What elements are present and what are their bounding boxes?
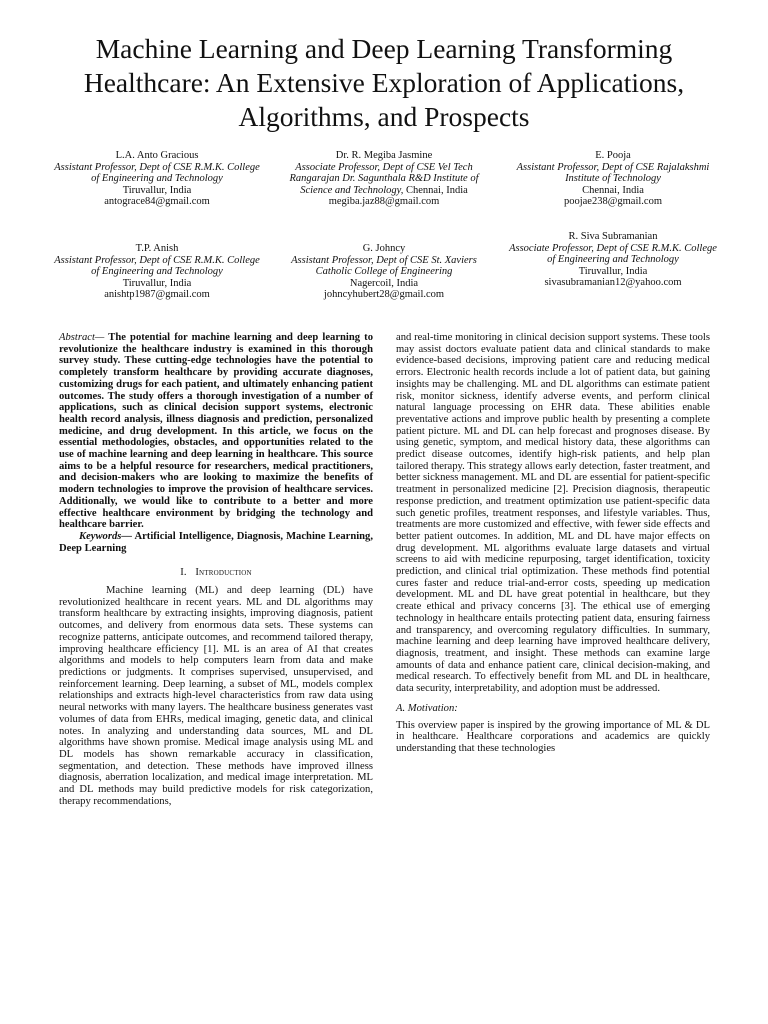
section-number: I. [180,567,187,579]
author-email: poojae238@gmail.com [563,196,663,208]
section-heading [59,567,373,579]
body-text: and real-time monitoring in clinical decision support systems. These tools may assist doctors evaluate patient data and clinical standards to make evidence-based decisions, improving patient care and reducing medical errors. Electronic health records include a lot of patient data, but gaining insights may be challenging. ML and DL algorithms can estimate patient risk, monitor sickness, identify adverse events, and perform clinical natural language processing on EHR data. These abilities enable preventative actions and improve public health by presenting a complete patient picture. ML and DL can help forecast and prognoses disease. By using genetic, symptom, and medical history data, these algorithms can predict disease outcomes, identify high-risk patients, and help plan tailored therapy. This strategy allows early detection, faster treatment, and better sickness management. ML and DL are essential for patient-specific treatment in personalized medicine [2]. Precision diagnosis, therapeutic response prediction, and treatment optimization use patient-specific data such genetic profiles, treatment responses, and lifestyle variables. Thus, treatments are more customized and effective, with fewer side effects and better patient outcomes. In addition, ML and DL have major effects on drug development. ML algorithms evaluate large datasets and virtual screens to aid with medicine repurposing, target identification, toxicity prediction, and clinical trial optimization. These methods find potential cures faster and reduce trial-and-error costs, speeding up medication development. ML and DL have great potential in healthcare, but they create ethical and privacy concerns [3]. The ethical use of emerging technology in healthcare entails protecting patient data, ensuring fairness and transparency, and overcoming regulatory difficulties. In summary, machine learning and deep learning have improved healthcare delivery, diagnosis, treatment, and insight. These methods can examine large amounts of data and enhance patient care, clinical decision-making, and medical research. To effectively benefit from ML and DL in healthcare, data security, interpretability, and adoption must be addressed. [396,332,710,695]
author-name: L.A. Anto Gracious [115,150,199,161]
keywords [59,531,373,554]
subsection-heading: A. Motivation: [396,702,458,714]
author-email: anishtp1987@gmail.com [104,289,210,301]
paper-title: Machine Learning and Deep Learning Transforming Healthcare: An Extensive Exploration of Applications, Algorithms, and Prospects [83,33,685,132]
author-location: Tiruvallur, India [122,184,192,196]
author-location: Nagercoil, India [349,277,419,289]
author-email: antograce84@gmail.com [104,196,210,208]
author-email: sivasubramanian12@yahoo.com [544,277,682,289]
author-affiliation: Associate Professor, Dept of CSE Vel Tech Rangarajan Dr. Sagunthala R&D Institute of Science and Technology, [289,161,479,196]
introduction-text: Machine learning (ML) and deep learning (DL) have revolutionized healthcare in recent years. ML and DL algorithms may transform healthcare by extracting insights, improving diagnosis, patient outcomes, and delivery from enormous data sets. These systems can recognize patterns, anticipate outcomes, and recommend tailored therapy, improving healthcare efficiency [1]. ML is an area of AI that creates algorithms and models to help computers learn from data and make predictions or judgments. It comprises supervised, unsupervised, and reinforcement learning. Deep learning, a subset of ML, models complex relationships and extracts high-level characteristics from raw data using neural networks with many layers. The healthcare business generates vast volumes of data from EHRs, medical imaging, genetic data, and clinical notes. In analyzing and understanding data sources, ML and DL algorithms have shown promise. Medical image analysis using ML and DL models has shown remarkable accuracy in classification, segmentation, and detection. These methods have improved illness diagnosis, aberration localization, and medical image interpretation. ML and DL methods may build predictive models for risk categorization, therapy recommendations, [59,585,373,807]
author-name: T.P. Anish [135,243,179,254]
author-block [52,150,262,208]
author-location: Tiruvallur, India [578,265,648,277]
author-email: megiba.jaz88@gmail.com [328,196,440,208]
author-block [508,150,718,208]
abstract-lead: Abstract— [59,332,105,343]
author-affiliation: Associate Professor, Dept of CSE R.M.K. College of Engineering and Technology [509,242,717,266]
author-affiliation: Assistant Professor, Dept of CSE St. Xaviers Catholic College of Engineering [291,254,477,278]
author-name: R. Siva Subramanian [568,231,658,242]
section-title: Introduction [195,567,252,579]
author-affiliation: Assistant Professor, Dept of CSE Rajalakshmi Institute of Technology [516,161,710,185]
author-name: E. Pooja [595,150,631,161]
keywords-text: Artificial Intelligence, Diagnosis, Machine Learning, Deep Learning [59,530,373,554]
author-location: Chennai, India [582,184,644,196]
author-email: johncyhubert28@gmail.com [323,289,445,301]
author-block [508,231,718,289]
abstract [59,332,373,531]
author-block [52,243,262,301]
author-affiliation: Assistant Professor, Dept of CSE R.M.K. College of Engineering and Technology [54,254,260,278]
author-name: G. Johncy [362,243,406,254]
abstract-text: The potential for machine learning and deep learning to revolutionize the healthcare industry is examined in this thorough survey study. These cutting-edge technologies have the potential to completely transform healthcare by providing accurate diagnoses, customizing drugs for each patient, and ultimately enhancing patient outcomes. The study offers a thorough investigation of a number of applications, such as clinical decision support systems, electronic health record analysis, illness diagnosis and prediction, personalized medicine, and drug development. In this article, we focus on the essential methodologies, obstacles, and opportunities related to the use of machine learning and deep learning in healthcare. This source aims to be a helpful resource for researchers, medical practitioners, and decision-makers who are looking to maximize the benefits of modern technologies to improve the provision of healthcare services. Additionally, we would like to contribute to a better and more effective healthcare environment by bridging the technology and healthcare barrier. [59,332,373,531]
author-block [288,150,480,208]
author-affiliation-wrapper [288,162,480,197]
left-column [59,332,373,807]
motivation-text: This overview paper is inspired by the growing importance of ML & DL in healthcare. Healthcare corporations and academics are quickly understanding that these technologies [396,719,710,754]
author-block [288,243,480,301]
keywords-lead: Keywords— [79,530,132,542]
author-location: Tiruvallur, India [122,277,192,289]
right-column [396,332,710,755]
author-affiliation: Assistant Professor, Dept of CSE R.M.K. College of Engineering and Technology [54,161,260,185]
author-location: Chennai, India [405,184,468,196]
author-name: Dr. R. Megiba Jasmine [335,150,433,161]
